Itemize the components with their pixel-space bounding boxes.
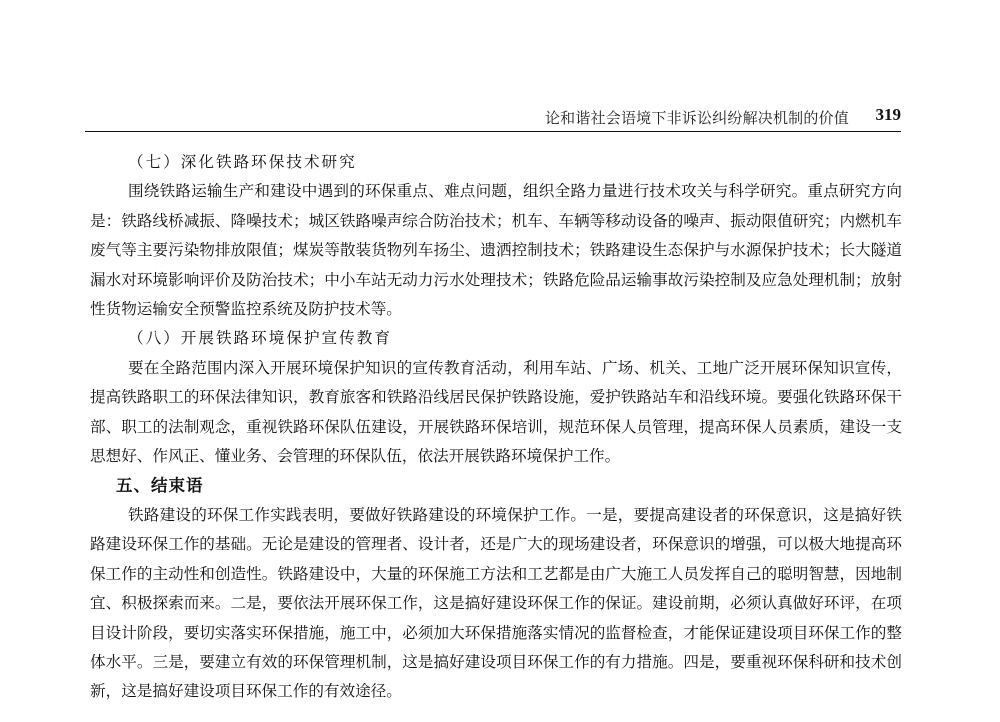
- subsection-heading-7: （七）深化铁路环保技术研究: [128, 153, 357, 171]
- page-number: 319: [875, 105, 901, 124]
- paragraph-environmental-tech-research: 围绕铁路运输生产和建设中遇到的环保重点、难点问题，组织全路力量进行技术攻关与科学研究。重点研究方向是：铁路线桥减振、降噪技术；城区铁路噪声综合防治技术；机车、车辆等移动设备的噪声、振动限值研究；内燃机车废气等主要污染物排放限值；煤炭等散装货物列车扬尘、遗洒控制技术；铁路建设生态保护与水源保护技术；长大隧道漏水对环境影响评价及防治技术；中小车站无动力污水处理技术；铁路危险品运输事故污染控制及应急处理机制；放射性货物运输安全预警监控系统及防护技术等。: [90, 182, 902, 319]
- running-title: 论和谐社会语境下非诉讼纠纷解决机制的价值: [544, 109, 849, 127]
- running-header: [85, 103, 901, 132]
- paragraph-conclusion: 铁路建设的环保工作实践表明，要做好铁路建设的环境保护工作。一是，要提高建设者的环保意识，这是搞好铁路建设环保工作的基础。无论是建设的管理者、设计者，还是广大的现场建设者，环保意识的增强，可以极大地提高环保工作的主动性和创造性。铁路建设中，大量的环保施工方法和工艺都是由广大施工人员发挥自己的聪明智慧，因地制宜、积极探索而来。二是，要依法开展环保工作，这是搞好建设环保工作的保证。建设前期，必须认真做好环评，在项目设计阶段，要切实落实环保措施，施工中，必须加大环保措施落实情况的监督检查，才能保证建设项目环保工作的整体水平。三是，要建立有效的环保管理机制，这是搞好建设项目环保工作的有力措施。四是，要重视环保科研和技术创新，这是搞好建设项目环保工作的有效途径。: [90, 505, 902, 701]
- section-heading-conclusion: 五、结束语: [116, 476, 204, 496]
- body-text: [90, 148, 902, 707]
- paragraph-environmental-education: 要在全路范围内深入开展环境保护知识的宣传教育活动，利用车站、广场、机关、工地广泛开展环保知识宣传，提高铁路职工的环保法律知识，教育旅客和铁路沿线居民保护铁路设施，爱护铁路站车和沿线环境。要强化铁路环保干部、职工的法制观念，重视铁路环保队伍建设，开展铁路环保培训，规范环保人员管理，提高环保人员素质，建设一支思想好、作风正、懂业务、会管理的环保队伍，依法开展铁路环境保护工作。: [90, 358, 902, 466]
- subsection-heading-8: （八）开展铁路环境保护宣传教育: [128, 329, 392, 348]
